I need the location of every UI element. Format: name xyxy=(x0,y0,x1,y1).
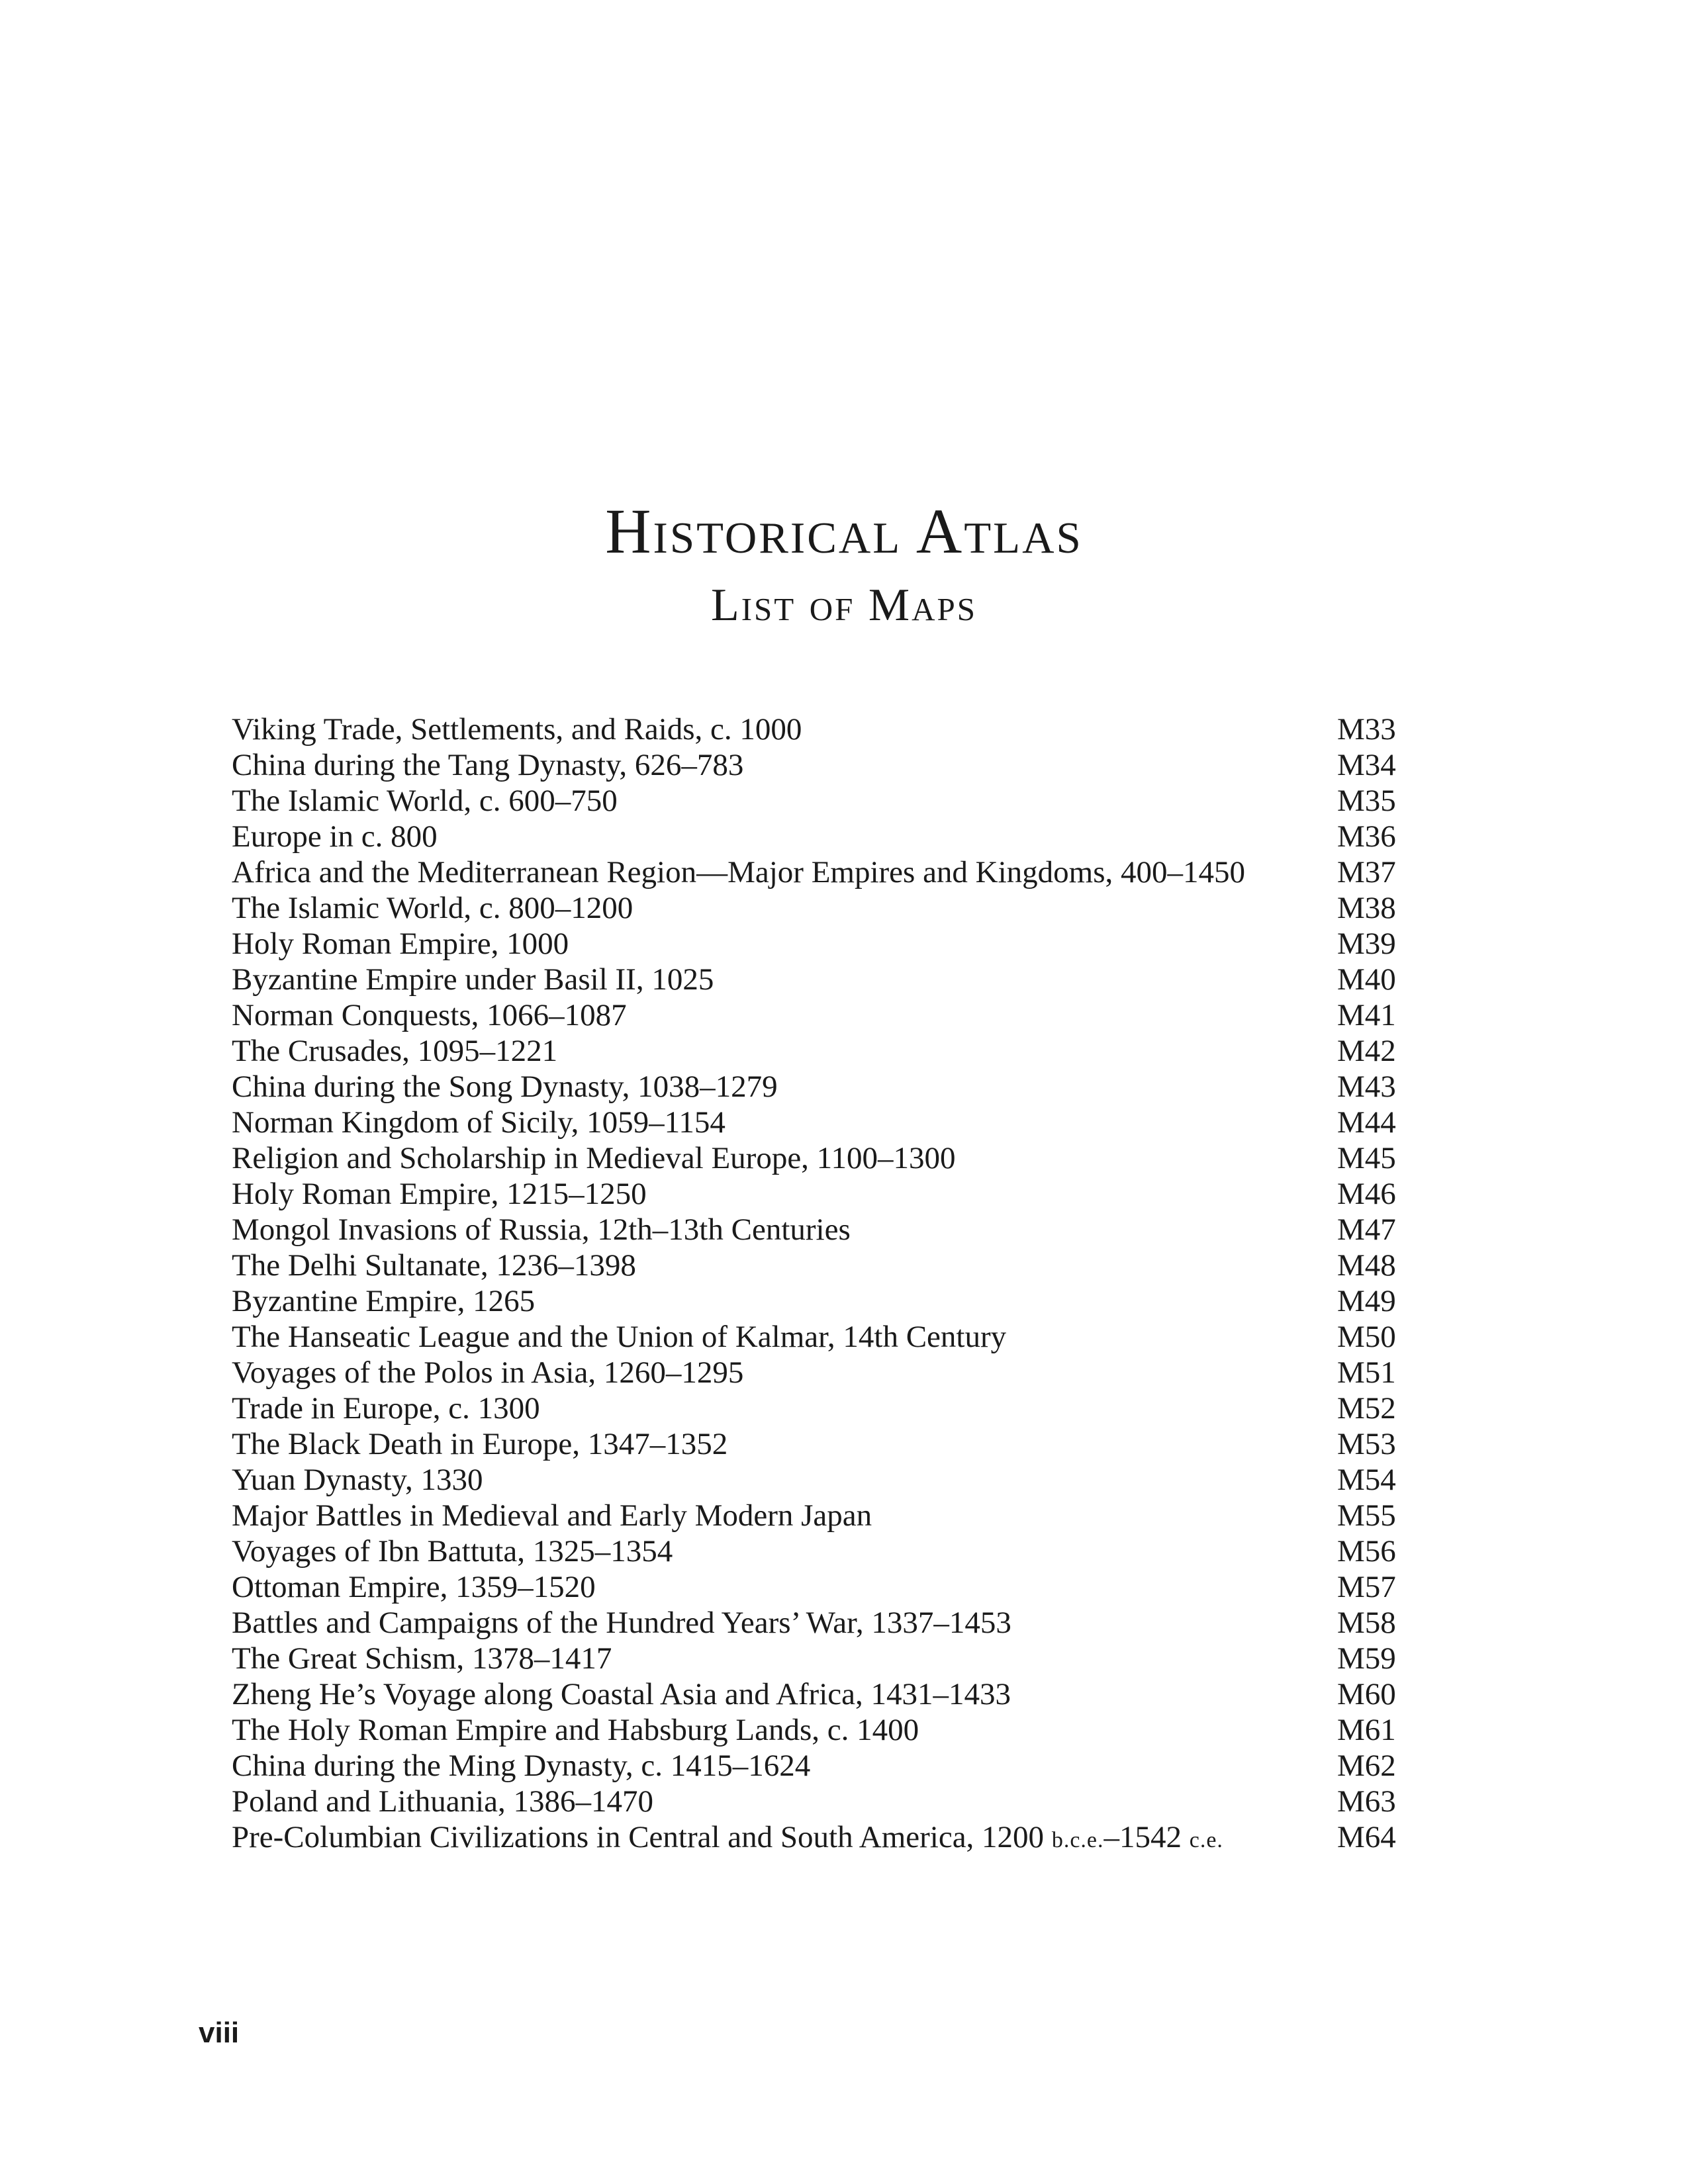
map-list-item xyxy=(232,854,1417,890)
map-title: Zheng He’s Voyage along Coastal Asia and Africa, 1431–1433 xyxy=(232,1677,1011,1711)
page-number: viii xyxy=(199,2017,240,2049)
map-list-item xyxy=(232,962,1417,997)
map-list-item xyxy=(232,1533,1417,1569)
map-code: M50 xyxy=(1337,1320,1396,1354)
map-title: Norman Conquests, 1066–1087 xyxy=(232,998,627,1032)
map-title: Holy Roman Empire, 1000 xyxy=(232,927,569,961)
map-list xyxy=(232,711,1417,1855)
map-list-item xyxy=(232,1462,1417,1498)
map-title: Trade in Europe, c. 1300 xyxy=(232,1391,540,1426)
map-list-item xyxy=(232,1569,1417,1605)
map-code: M51 xyxy=(1337,1355,1396,1390)
map-code: M47 xyxy=(1337,1212,1396,1247)
map-code: M40 xyxy=(1337,962,1396,997)
map-list-item xyxy=(232,1498,1417,1533)
map-code: M39 xyxy=(1337,927,1396,961)
map-title: Africa and the Mediterranean Region—Major Empires and Kingdoms, 400–1450 xyxy=(232,855,1246,889)
map-title: Byzantine Empire under Basil II, 1025 xyxy=(232,962,714,997)
map-title: Voyages of the Polos in Asia, 1260–1295 xyxy=(232,1355,744,1390)
map-code: M63 xyxy=(1337,1784,1396,1819)
map-title: The Delhi Sultanate, 1236–1398 xyxy=(232,1248,636,1283)
map-code: M36 xyxy=(1337,819,1396,854)
map-title: The Crusades, 1095–1221 xyxy=(232,1034,558,1068)
map-list-item xyxy=(232,1819,1417,1855)
map-list-item xyxy=(232,1319,1417,1355)
map-list-item xyxy=(232,747,1417,783)
map-title: Byzantine Empire, 1265 xyxy=(232,1284,536,1318)
map-list-item xyxy=(232,1176,1417,1212)
map-list-item xyxy=(232,890,1417,926)
map-list-item xyxy=(232,1426,1417,1462)
map-list-item xyxy=(232,1069,1417,1105)
map-code: M64 xyxy=(1337,1820,1396,1854)
map-title: Holy Roman Empire, 1215–1250 xyxy=(232,1177,647,1211)
era-abbreviation: b.c.e. xyxy=(1051,1828,1104,1852)
map-list-item xyxy=(232,1248,1417,1283)
map-title: The Great Schism, 1378–1417 xyxy=(232,1641,612,1676)
map-code: M57 xyxy=(1337,1570,1396,1604)
map-code: M48 xyxy=(1337,1248,1396,1283)
map-list-item xyxy=(232,1641,1417,1676)
map-title: Viking Trade, Settlements, and Raids, c. 1000 xyxy=(232,712,802,747)
map-list-item xyxy=(232,783,1417,819)
map-list-item xyxy=(232,1140,1417,1176)
map-title-text: Pre-Columbian Civilizations in Central and South America, 1200 xyxy=(232,1820,1052,1854)
era-abbreviation: c.e. xyxy=(1189,1828,1223,1852)
map-title: Ottoman Empire, 1359–1520 xyxy=(232,1570,596,1604)
map-code: M59 xyxy=(1337,1641,1396,1676)
map-list-item xyxy=(232,1212,1417,1248)
map-code: M53 xyxy=(1337,1427,1396,1461)
map-code: M61 xyxy=(1337,1713,1396,1747)
map-code: M52 xyxy=(1337,1391,1396,1426)
map-list-item xyxy=(232,711,1417,747)
map-list-item xyxy=(232,1283,1417,1319)
map-title: Yuan Dynasty, 1330 xyxy=(232,1463,483,1497)
map-title: Major Battles in Medieval and Early Modern Japan xyxy=(232,1498,872,1533)
map-code: M34 xyxy=(1337,748,1396,782)
map-list-item xyxy=(232,926,1417,962)
map-title-text: –1542 xyxy=(1103,1820,1190,1854)
map-title: The Islamic World, c. 600–750 xyxy=(232,784,618,818)
map-code: M33 xyxy=(1337,712,1396,747)
map-title: The Black Death in Europe, 1347–1352 xyxy=(232,1427,728,1461)
map-list-item xyxy=(232,1676,1417,1712)
map-code: M58 xyxy=(1337,1606,1396,1640)
map-code: M49 xyxy=(1337,1284,1396,1318)
map-code: M38 xyxy=(1337,891,1396,925)
map-title: Europe in c. 800 xyxy=(232,819,438,854)
map-code: M43 xyxy=(1337,1069,1396,1104)
map-title: Voyages of Ibn Battuta, 1325–1354 xyxy=(232,1534,673,1569)
map-code: M37 xyxy=(1337,855,1396,889)
map-list-item xyxy=(232,1605,1417,1641)
map-title: The Hanseatic League and the Union of Kalmar, 14th Century xyxy=(232,1320,1007,1354)
map-title: The Holy Roman Empire and Habsburg Lands, c. 1400 xyxy=(232,1713,919,1747)
map-code: M55 xyxy=(1337,1498,1396,1533)
map-code: M44 xyxy=(1337,1105,1396,1140)
page-title: Historical Atlas xyxy=(605,496,1083,567)
map-code: M35 xyxy=(1337,784,1396,818)
map-title: The Islamic World, c. 800–1200 xyxy=(232,891,633,925)
map-list-item xyxy=(232,1748,1417,1784)
page-subtitle: List of Maps xyxy=(710,580,978,631)
map-code: M54 xyxy=(1337,1463,1396,1497)
map-title: Religion and Scholarship in Medieval Europe, 1100–1300 xyxy=(232,1141,956,1175)
map-title: China during the Tang Dynasty, 626–783 xyxy=(232,748,744,782)
map-title: Mongol Invasions of Russia, 12th–13th Centuries xyxy=(232,1212,851,1247)
map-title: China during the Song Dynasty, 1038–1279 xyxy=(232,1069,778,1104)
map-list-item xyxy=(232,1784,1417,1819)
map-list-item xyxy=(232,1355,1417,1390)
map-list-item xyxy=(232,1033,1417,1069)
map-list-item xyxy=(232,1390,1417,1426)
map-list-item xyxy=(232,819,1417,854)
map-code: M56 xyxy=(1337,1534,1396,1569)
map-list-item xyxy=(232,1712,1417,1748)
map-list-item xyxy=(232,997,1417,1033)
map-title: China during the Ming Dynasty, c. 1415–1624 xyxy=(232,1749,811,1783)
map-code: M45 xyxy=(1337,1141,1396,1175)
map-code: M62 xyxy=(1337,1749,1396,1783)
map-code: M41 xyxy=(1337,998,1396,1032)
map-title: Battles and Campaigns of the Hundred Years’ War, 1337–1453 xyxy=(232,1606,1011,1640)
map-code: M46 xyxy=(1337,1177,1396,1211)
map-code: M60 xyxy=(1337,1677,1396,1711)
map-title: Norman Kingdom of Sicily, 1059–1154 xyxy=(232,1105,726,1140)
map-title: Poland and Lithuania, 1386–1470 xyxy=(232,1784,654,1819)
map-list-item xyxy=(232,1105,1417,1140)
map-code: M42 xyxy=(1337,1034,1396,1068)
map-title xyxy=(232,1819,1223,1858)
